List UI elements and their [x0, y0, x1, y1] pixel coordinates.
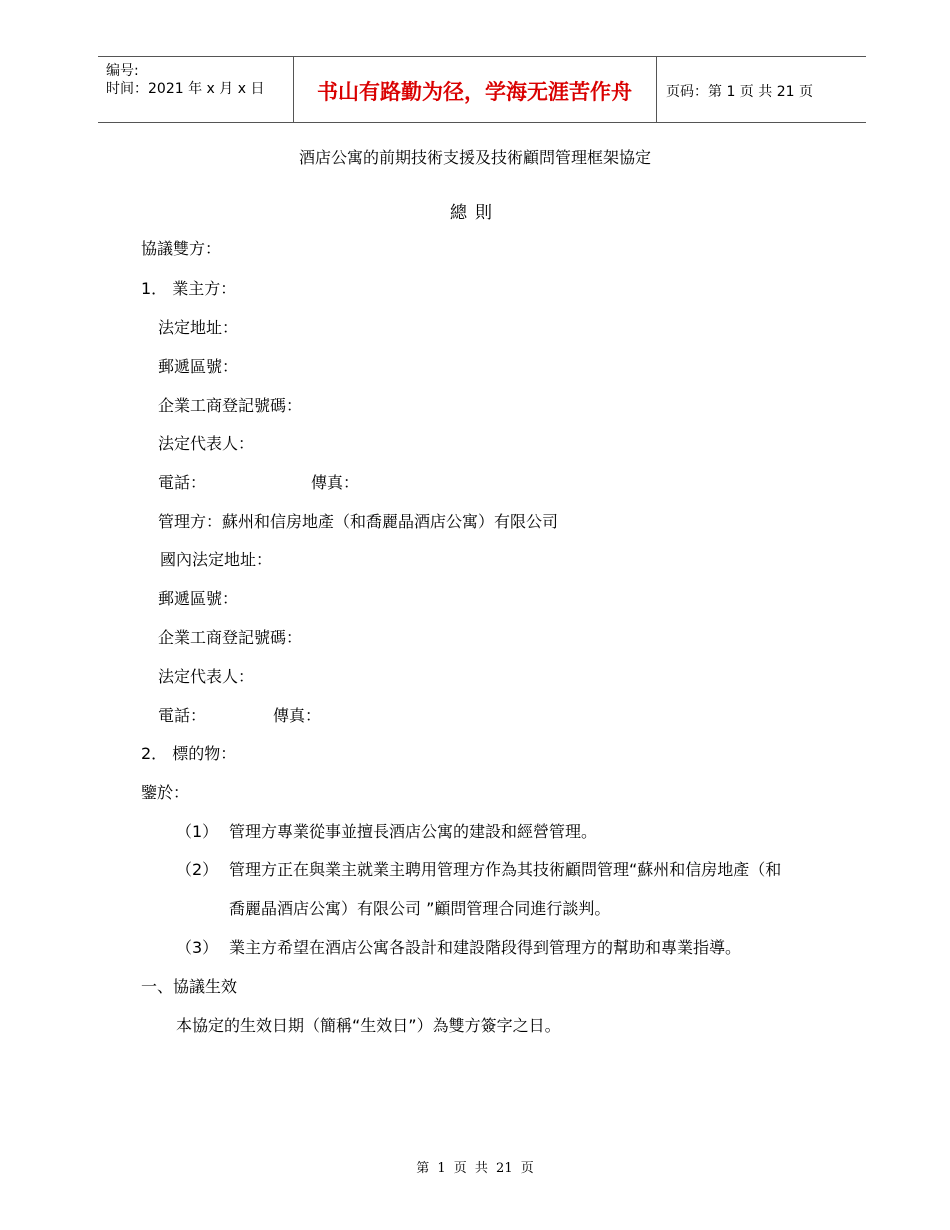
owner-fax: 傳真： [311, 473, 360, 492]
whereas-item-text: 管理方專業從事並擅長酒店公寓的建設和經營管理。 [229, 822, 598, 841]
section-title: 總則 [450, 203, 500, 223]
header-motto: 书山有路勤为径，学海无涯苦作舟 [317, 80, 632, 104]
manager-phone: 電話： [158, 706, 207, 725]
header-page-info: 页码：第 1 页 共 21 页 [666, 84, 813, 100]
header-bottom-rule [98, 122, 866, 123]
page-footer: 第 1 页 共 21 页 [416, 1161, 534, 1176]
owner-registration: 企業工商登記號碼： [158, 396, 303, 415]
header-time-label: 时间：2021 年 x 月 x 日 [106, 81, 265, 97]
owner-phone: 電話： [158, 473, 207, 492]
whereas-item-number: （3） [176, 938, 219, 957]
header-divider [656, 56, 657, 122]
owner-address: 法定地址： [158, 318, 239, 337]
manager-fax: 傳真： [273, 706, 322, 725]
owner-heading: 1． 業主方： [141, 279, 237, 298]
manager-heading: 管理方：蘇州和信房地產（和喬麗晶酒店公寓）有限公司 [158, 512, 559, 531]
article-heading: 一、協議生效 [141, 977, 238, 996]
owner-legal-rep: 法定代表人： [158, 434, 255, 453]
header-number-label: 编号: [106, 63, 139, 79]
whereas-item-text: 業主方希望在酒店公寓各設計和建設階段得到管理方的幫助和專業指導。 [229, 938, 742, 957]
manager-registration: 企業工商登記號碼： [158, 628, 303, 647]
manager-address: 國內法定地址： [160, 550, 273, 569]
whereas-item-number: （1） [176, 822, 219, 841]
document-title: 酒店公寓的前期技術支援及技術顧問管理框架協定 [298, 148, 651, 167]
owner-postcode: 郵遞區號： [158, 357, 239, 376]
manager-postcode: 郵遞區號： [158, 589, 239, 608]
header-top-rule [98, 56, 866, 57]
whereas-item-text-continued: 喬麗晶酒店公寓）有限公司 ”顧問管理合同進行談判。 [229, 899, 611, 918]
whereas-item-number: （2） [176, 860, 219, 879]
article-body: 本協定的生效日期（簡稱“生效日”）為雙方簽字之日。 [176, 1016, 561, 1035]
subject-heading: 2． 標的物： [141, 744, 237, 763]
whereas-label: 鑒於： [141, 783, 190, 802]
parties-label: 協議雙方： [141, 239, 222, 258]
manager-legal-rep: 法定代表人： [158, 667, 255, 686]
whereas-item-text: 管理方正在與業主就業主聘用管理方作為其技術顧問管理“蘇州和信房地產（和 [229, 860, 782, 879]
